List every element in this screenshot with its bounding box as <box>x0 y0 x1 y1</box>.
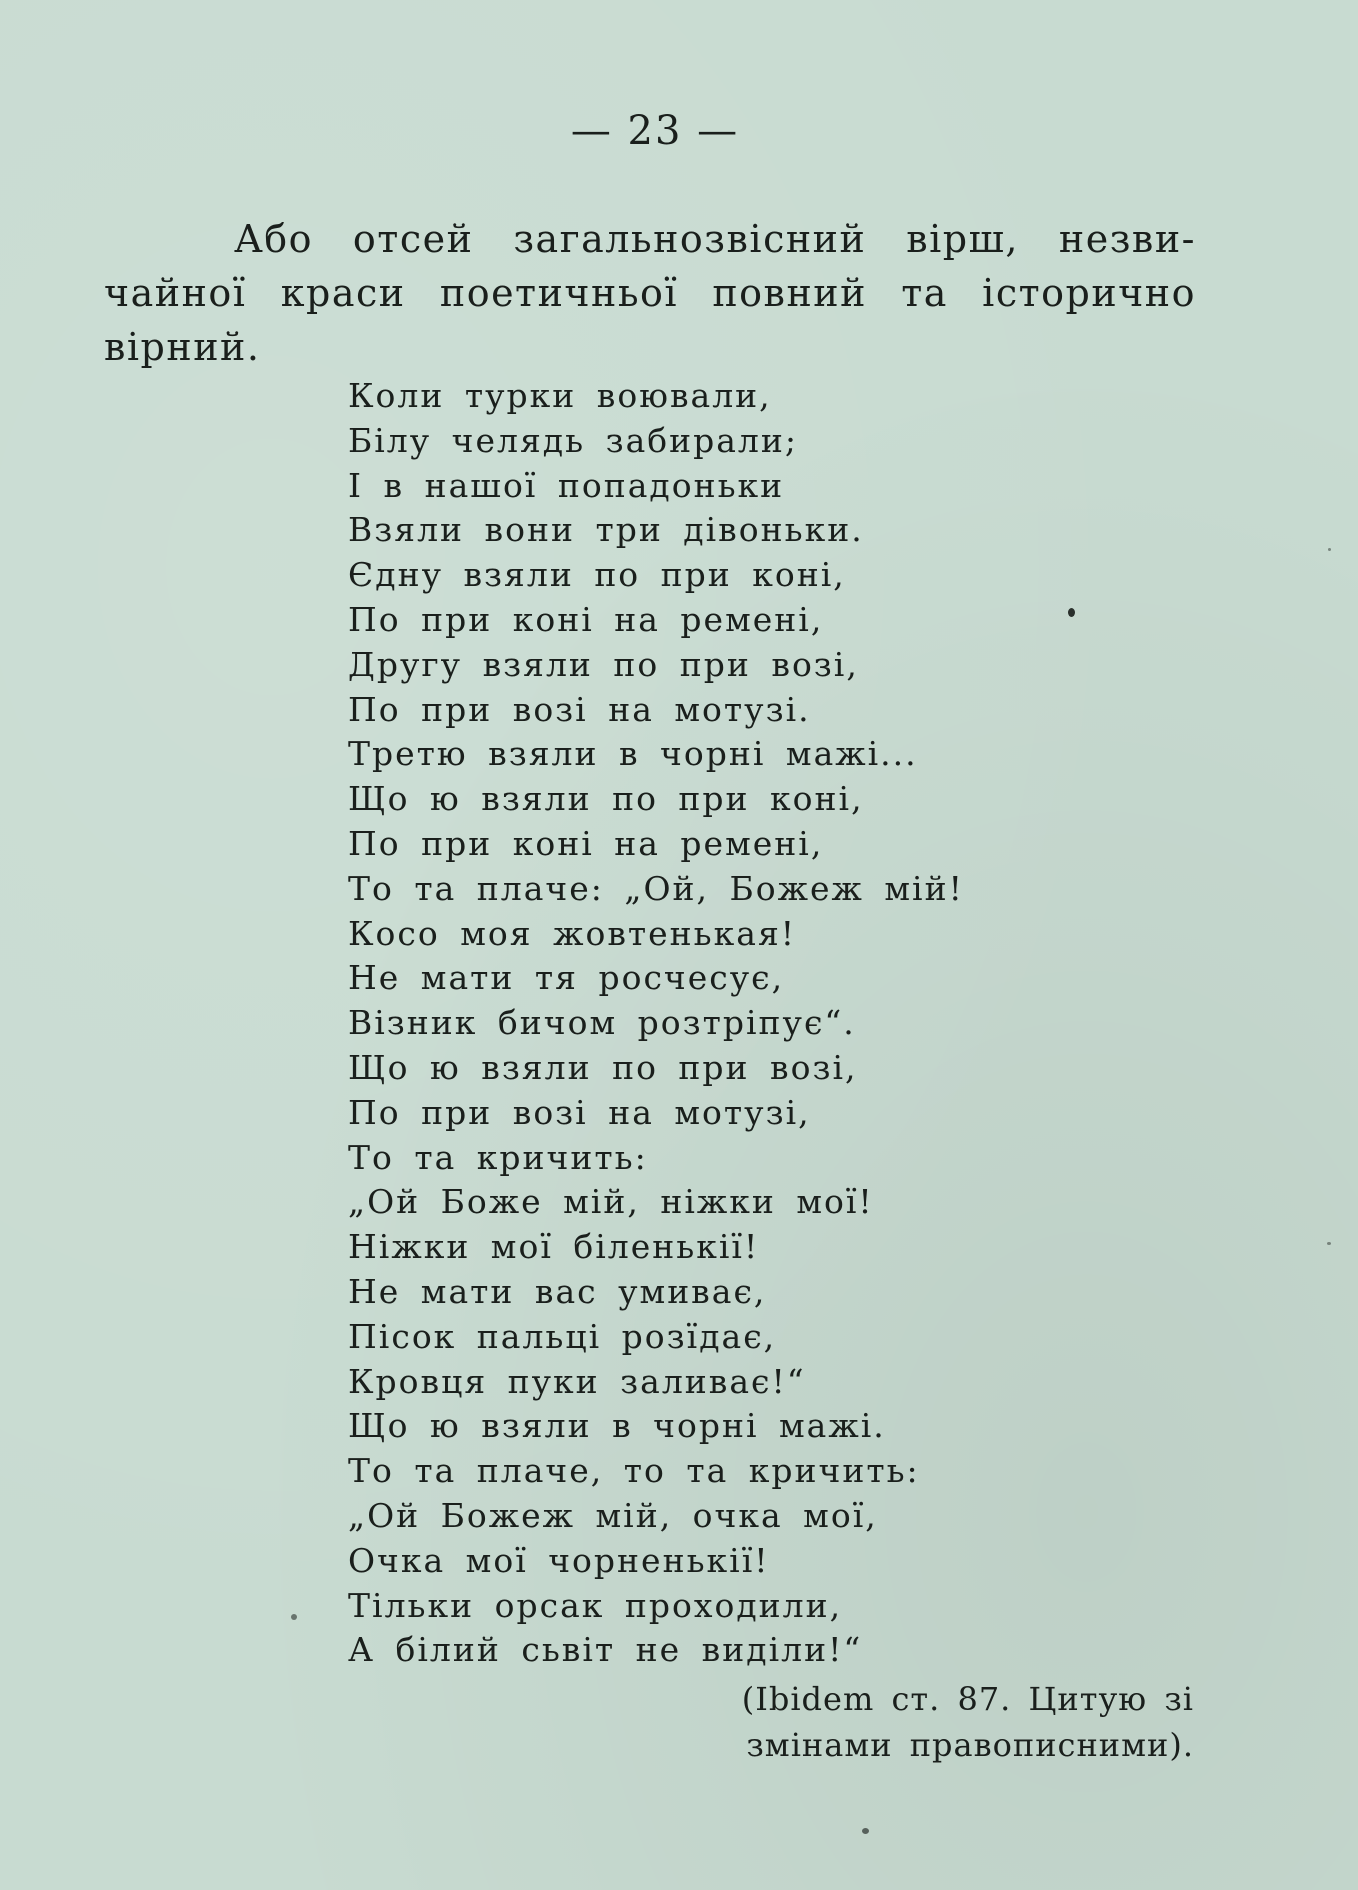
poem-line: По при возі на мотузі. <box>348 689 811 729</box>
intro-paragraph <box>104 212 1196 374</box>
ink-speck <box>291 1614 297 1620</box>
poem-line: Що ю взяли по при возі, <box>348 1047 858 1087</box>
intro-line: Або отсей загальнозвісний вірш, незви- <box>234 217 1196 261</box>
poem-line: Коли турки воювали, <box>348 376 772 415</box>
poem-line: Тільки орсак проходили, <box>348 1585 843 1625</box>
poem-line: То та кричить: <box>348 1137 648 1177</box>
poem-line: По при коні на ремені, <box>348 823 824 863</box>
poem-line: То та плаче, то та кричить: <box>348 1451 920 1491</box>
poem-line: Ніжки мої біленькії! <box>348 1227 760 1267</box>
poem-line: По при возі на мотузі, <box>348 1092 811 1132</box>
poem-line: Другу взяли по при возі, <box>348 644 859 684</box>
poem <box>348 374 964 1673</box>
poem-line: Візник бичом розтріпує“. <box>348 1003 856 1043</box>
poem-line: Єдну взяли по при коні, <box>348 555 846 595</box>
ink-speck <box>1328 548 1331 551</box>
poem-line: Взяли вони три дівоньки. <box>348 510 864 550</box>
poem-line: То та плаче: „Ой, Божеж мій! <box>348 868 964 908</box>
poem-line: По при коні на ремені, <box>348 599 824 639</box>
poem-line: Не мати тя росчесує, <box>348 958 785 998</box>
poem-line: Що ю взяли в чорні мажі. <box>348 1406 886 1446</box>
poem-line: Кровця пуки заливає!“ <box>348 1361 806 1401</box>
page-number: — 23 — <box>570 108 740 154</box>
ink-speck <box>862 1828 869 1834</box>
poem-line: Третю взяли в чорні мажі... <box>348 734 918 774</box>
citation <box>742 1676 1194 1768</box>
poem-line: І в нашої попадоньки <box>348 465 785 505</box>
intro-line: вірний. <box>104 325 261 369</box>
poem-line: Косо моя жовтенькая! <box>348 913 797 953</box>
poem-line: Не мати вас умиває, <box>348 1271 767 1311</box>
ink-speck <box>1327 1242 1331 1245</box>
poem-line: „Ой Божеж мій, очка мої, <box>348 1495 878 1535</box>
citation-line: (Ibidem ст. 87. Цитую зі <box>741 1680 1194 1718</box>
poem-line: „Ой Боже мій, ніжки мої! <box>348 1182 874 1222</box>
poem-line: Пісок пальці розїдає, <box>348 1316 777 1356</box>
poem-line: Очка мої чорненькії! <box>348 1540 770 1580</box>
poem-line: А білий сьвіт не виділи!“ <box>348 1630 863 1670</box>
intro-line: чайної краси поетичньої повний та історично <box>104 271 1196 315</box>
citation-line: змінами правописними). <box>746 1726 1194 1764</box>
poem-line: Що ю взяли по при коні, <box>348 779 864 819</box>
ink-speck <box>1068 608 1075 617</box>
poem-line: Білу челядь забирали; <box>348 420 798 460</box>
